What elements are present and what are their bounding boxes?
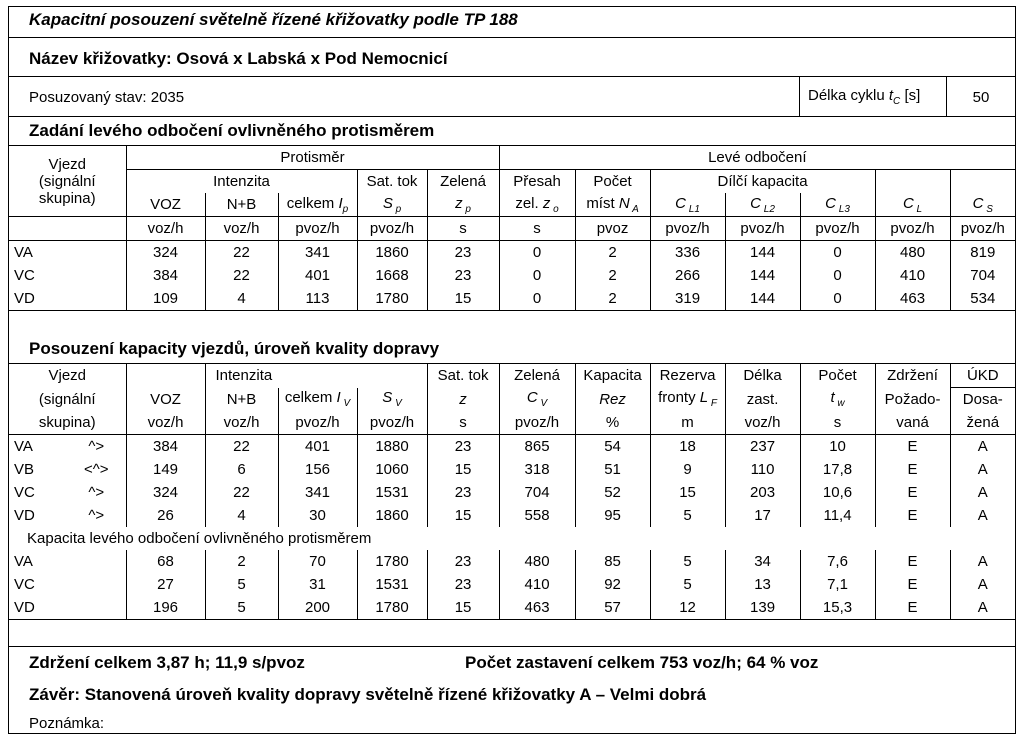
data-cell: 6 bbox=[205, 458, 278, 481]
protismer-header: Protisměr bbox=[126, 146, 499, 170]
data-cell: 384 bbox=[126, 435, 205, 459]
unit-cell: pvoz bbox=[575, 217, 650, 241]
unit-cell: voz/h bbox=[725, 411, 800, 435]
cycle-length-label: Délka cyklu $t_C$ [s] bbox=[799, 77, 947, 116]
data-cell: 51 bbox=[575, 458, 650, 481]
zel-zo-header: zel. z $_o$ bbox=[499, 193, 575, 217]
unit-cell: pvoz/h bbox=[357, 217, 427, 241]
data-cell: A bbox=[950, 481, 1015, 504]
total-stops: Počet zastavení celkem 753 voz/h; 64 % voz bbox=[465, 653, 819, 672]
data-cell: E bbox=[875, 458, 950, 481]
vjezd-cell: VA bbox=[14, 244, 33, 261]
state-row bbox=[9, 77, 1015, 117]
data-cell: 5 bbox=[650, 573, 725, 596]
units-row-2 bbox=[9, 411, 1015, 435]
unit-cell: s bbox=[800, 411, 875, 435]
direction-cell: ^> bbox=[88, 484, 105, 501]
table-row bbox=[9, 435, 1015, 459]
table-row bbox=[9, 504, 1015, 527]
unit-cell: s bbox=[427, 411, 499, 435]
dosazena-header-2: žená bbox=[950, 411, 1015, 435]
section-capacity-assessment: Posouzení kapacity vjezdů, úroveň kvality dopravy bbox=[29, 339, 440, 358]
section-left-turn-input: Zadání levého odbočení ovlivněného protisměrem bbox=[29, 121, 435, 140]
data-cell: 22 bbox=[205, 264, 278, 287]
data-cell: 23 bbox=[427, 550, 499, 573]
data-cell: 17 bbox=[725, 504, 800, 527]
intenzita-header: Intenzita bbox=[126, 170, 357, 194]
leve-odboceni-header: Levé odbočení bbox=[499, 146, 1015, 170]
subcaption-row bbox=[9, 527, 1015, 550]
unit-cell: s bbox=[499, 217, 575, 241]
direction-cell: ^> bbox=[88, 507, 105, 524]
vjezd2-header-2: (signální bbox=[38, 390, 96, 408]
data-cell: 144 bbox=[725, 241, 800, 265]
vjezd-cell: VC bbox=[14, 484, 35, 501]
sp-header: S $_p$ bbox=[357, 193, 427, 217]
data-cell: E bbox=[875, 435, 950, 459]
data-cell: 156 bbox=[278, 458, 357, 481]
cl1-header: C $_{L1}$ bbox=[650, 193, 725, 217]
tw-header: t $_w$ bbox=[800, 388, 875, 412]
data-cell: E bbox=[875, 596, 950, 620]
data-cell: 5 bbox=[205, 596, 278, 620]
unit-cell: pvoz/h bbox=[950, 217, 1015, 241]
data-cell: 23 bbox=[427, 264, 499, 287]
sat-tok-header: Sat. tok bbox=[357, 170, 427, 194]
data-cell: 5 bbox=[650, 504, 725, 527]
data-cell: 22 bbox=[205, 241, 278, 265]
data-cell: 2 bbox=[575, 264, 650, 287]
data-cell: 480 bbox=[499, 550, 575, 573]
sv-header: S $_V$ bbox=[357, 388, 427, 412]
data-cell: 1780 bbox=[357, 550, 427, 573]
vjezd-cell: VD bbox=[9, 287, 126, 311]
data-cell: 324 bbox=[126, 481, 205, 504]
unit-cell: pvoz/h bbox=[278, 217, 357, 241]
data-cell: 0 bbox=[499, 287, 575, 311]
vjezd2-header-1: Vjezd bbox=[48, 367, 87, 385]
data-cell: 7,1 bbox=[800, 573, 875, 596]
data-cell: A bbox=[950, 435, 1015, 459]
data-cell: A bbox=[950, 458, 1015, 481]
unit-cell: pvoz/h bbox=[725, 217, 800, 241]
cl2-header: C $_{L2}$ bbox=[725, 193, 800, 217]
data-cell: E bbox=[875, 481, 950, 504]
data-cell: 704 bbox=[499, 481, 575, 504]
table-row bbox=[9, 550, 1015, 573]
data-cell: 200 bbox=[278, 596, 357, 620]
data-cell: 401 bbox=[278, 435, 357, 459]
voz-header: VOZ bbox=[126, 193, 205, 217]
data-cell: 23 bbox=[427, 435, 499, 459]
data-cell: 865 bbox=[499, 435, 575, 459]
pozadovana-header-2: vaná bbox=[875, 411, 950, 435]
data-cell: 5 bbox=[650, 550, 725, 573]
dilci-kapacita-header: Dílčí kapacita bbox=[650, 170, 875, 194]
data-cell: 1060 bbox=[357, 458, 427, 481]
unit-cell: pvoz/h bbox=[357, 411, 427, 435]
data-cell: A bbox=[950, 596, 1015, 620]
vjezd-cell: VC bbox=[14, 576, 35, 593]
vjezd2-header-3: skupina) bbox=[9, 411, 126, 435]
data-cell: 196 bbox=[126, 596, 205, 620]
data-cell: A bbox=[950, 573, 1015, 596]
total-delay: Zdržení celkem 3,87 h; 11,9 s/pvoz bbox=[29, 653, 305, 672]
data-cell: 17,8 bbox=[800, 458, 875, 481]
data-cell: 2 bbox=[575, 287, 650, 311]
data-cell: 110 bbox=[725, 458, 800, 481]
data-cell: 341 bbox=[278, 481, 357, 504]
data-cell: 15 bbox=[427, 596, 499, 620]
sat-tok2-header: Sat. tok bbox=[427, 364, 499, 388]
zast-header: zast. bbox=[725, 388, 800, 412]
vjezd-cell: VB bbox=[14, 461, 35, 478]
dosazena-header-1: Dosa- bbox=[950, 388, 1015, 412]
kapacita-header: Kapacita bbox=[575, 364, 650, 388]
data-cell: A bbox=[950, 550, 1015, 573]
unit-cell: voz/h bbox=[205, 217, 278, 241]
pocet-header: Počet bbox=[575, 170, 650, 194]
vjezd-cell: VD bbox=[9, 596, 67, 620]
data-cell: 22 bbox=[205, 481, 278, 504]
data-cell: E bbox=[875, 573, 950, 596]
vjezd-cell: VA bbox=[14, 438, 33, 455]
data-cell: 15 bbox=[427, 504, 499, 527]
data-cell: 1531 bbox=[357, 573, 427, 596]
data-cell: 0 bbox=[800, 241, 875, 265]
unit-cell: pvoz/h bbox=[800, 217, 875, 241]
data-cell: 144 bbox=[725, 287, 800, 311]
data-cell: 23 bbox=[427, 481, 499, 504]
data-cell: 12 bbox=[650, 596, 725, 620]
data-cell: 54 bbox=[575, 435, 650, 459]
table-row bbox=[9, 481, 1015, 504]
data-cell: 139 bbox=[725, 596, 800, 620]
data-cell: 1860 bbox=[357, 504, 427, 527]
presah-header: Přesah bbox=[499, 170, 575, 194]
z-header: z bbox=[427, 388, 499, 412]
data-cell: 95 bbox=[575, 504, 650, 527]
cl-header: C $_L$ bbox=[875, 193, 950, 217]
left-turn-input-table bbox=[9, 145, 1015, 311]
delka-header: Délka bbox=[725, 364, 800, 388]
unit-cell: m bbox=[650, 411, 725, 435]
data-cell: A bbox=[950, 504, 1015, 527]
data-cell: 384 bbox=[126, 264, 205, 287]
data-cell: 237 bbox=[725, 435, 800, 459]
celkem-ip-header: celkem $I_p$ bbox=[278, 193, 357, 217]
data-cell: 203 bbox=[725, 481, 800, 504]
unit-cell: voz/h bbox=[126, 217, 205, 241]
ukd-header: ÚKD bbox=[950, 364, 1015, 388]
data-cell: 23 bbox=[427, 573, 499, 596]
data-cell: 15 bbox=[650, 481, 725, 504]
data-cell: 27 bbox=[126, 573, 205, 596]
data-cell: 57 bbox=[575, 596, 650, 620]
data-cell: 819 bbox=[950, 241, 1015, 265]
data-cell: 10,6 bbox=[800, 481, 875, 504]
rezerva-header: Rezerva bbox=[650, 364, 725, 388]
data-cell: 463 bbox=[499, 596, 575, 620]
unit-cell: pvoz/h bbox=[875, 217, 950, 241]
data-cell: 15 bbox=[427, 287, 499, 311]
data-cell: 4 bbox=[205, 287, 278, 311]
data-cell: E bbox=[875, 550, 950, 573]
data-cell: 0 bbox=[800, 287, 875, 311]
data-cell: 11,4 bbox=[800, 504, 875, 527]
data-cell: 22 bbox=[205, 435, 278, 459]
data-cell: 15 bbox=[427, 458, 499, 481]
data-cell: E bbox=[875, 504, 950, 527]
table-row bbox=[9, 573, 1015, 596]
vjezd-header: Vjezd (signální skupina) bbox=[9, 146, 126, 217]
data-cell: 0 bbox=[800, 264, 875, 287]
intersection-name: Název křižovatky: Osová x Labská x Pod Nemocnicí bbox=[9, 38, 1015, 77]
voz2-header: VOZ bbox=[126, 388, 205, 412]
rez-header: Rez bbox=[575, 388, 650, 412]
data-cell: 4 bbox=[205, 504, 278, 527]
data-cell: 7,6 bbox=[800, 550, 875, 573]
data-cell: 70 bbox=[278, 550, 357, 573]
cv-header: C $_V$ bbox=[499, 388, 575, 412]
data-cell: 5 bbox=[205, 573, 278, 596]
direction-cell: ^> bbox=[88, 438, 105, 455]
cs-header: C $_S$ bbox=[950, 193, 1015, 217]
data-cell: 2 bbox=[575, 241, 650, 265]
data-cell: 1531 bbox=[357, 481, 427, 504]
direction-cell bbox=[67, 596, 126, 620]
data-cell: 113 bbox=[278, 287, 357, 311]
direction-cell: <^> bbox=[83, 461, 109, 478]
data-cell: 13 bbox=[725, 573, 800, 596]
data-cell: 324 bbox=[126, 241, 205, 265]
capacity-assessment-table bbox=[9, 363, 1015, 620]
data-cell: 704 bbox=[950, 264, 1015, 287]
data-cell: 1780 bbox=[357, 596, 427, 620]
data-cell: 534 bbox=[950, 287, 1015, 311]
data-cell: 1780 bbox=[357, 287, 427, 311]
data-cell: 1668 bbox=[357, 264, 427, 287]
data-cell: 10 bbox=[800, 435, 875, 459]
cycle-length-value: 50 bbox=[972, 89, 990, 106]
data-cell: 9 bbox=[650, 458, 725, 481]
data-cell: 149 bbox=[126, 458, 205, 481]
vjezd-cell: VA bbox=[14, 553, 33, 570]
data-cell: 23 bbox=[427, 241, 499, 265]
table-row bbox=[9, 264, 1015, 287]
data-cell: 109 bbox=[126, 287, 205, 311]
data-cell: 410 bbox=[875, 264, 950, 287]
data-cell: 34 bbox=[725, 550, 800, 573]
celkem-iv-header: celkem I $_V$ bbox=[278, 388, 357, 412]
data-cell: 341 bbox=[278, 241, 357, 265]
nb2-header: N+B bbox=[205, 388, 278, 412]
data-cell: 2 bbox=[205, 550, 278, 573]
data-cell: 318 bbox=[499, 458, 575, 481]
unit-cell: voz/h bbox=[126, 411, 205, 435]
data-cell: 30 bbox=[278, 504, 357, 527]
fronty-lf-header: fronty L $_F$ bbox=[650, 388, 725, 412]
data-cell: 52 bbox=[575, 481, 650, 504]
left-turn-subcaption: Kapacita levého odbočení ovlivněného protisměrem bbox=[27, 530, 372, 547]
divider bbox=[9, 646, 1015, 647]
unit-cell: voz/h bbox=[205, 411, 278, 435]
cl3-header: C $_{L3}$ bbox=[800, 193, 875, 217]
zp-header: z $_p$ bbox=[427, 193, 499, 217]
conclusion: Závěr: Stanovená úroveň kvality dopravy světelně řízené křižovatky A – Velmi dobrá bbox=[29, 685, 707, 704]
table-row bbox=[9, 458, 1015, 481]
note-label: Poznámka: bbox=[29, 715, 105, 732]
zelena-header: Zelená bbox=[427, 170, 499, 194]
data-cell: 1880 bbox=[357, 435, 427, 459]
data-cell: 480 bbox=[875, 241, 950, 265]
vjezd-cell: VC bbox=[14, 267, 35, 284]
zelena2-header: Zelená bbox=[499, 364, 575, 388]
report-frame bbox=[8, 6, 1016, 734]
table-row bbox=[9, 287, 1015, 311]
nb-header: N+B bbox=[205, 193, 278, 217]
data-cell: 92 bbox=[575, 573, 650, 596]
intenzita2-header: Intenzita bbox=[205, 364, 427, 388]
report-title: Kapacitní posouzení světelně řízené křižovatky podle TP 188 bbox=[9, 7, 1015, 38]
data-cell: 410 bbox=[499, 573, 575, 596]
unit-cell: pvoz/h bbox=[499, 411, 575, 435]
unit-cell: pvoz/h bbox=[650, 217, 725, 241]
vjezd-cell: VD bbox=[14, 507, 35, 524]
data-cell: 85 bbox=[575, 550, 650, 573]
data-cell: 1860 bbox=[357, 241, 427, 265]
data-cell: 558 bbox=[499, 504, 575, 527]
data-cell: 0 bbox=[499, 264, 575, 287]
direction-cell bbox=[67, 573, 126, 596]
mist-na-header: míst N $_A$ bbox=[575, 193, 650, 217]
unit-cell: s bbox=[427, 217, 499, 241]
unit-cell: pvoz/h bbox=[278, 411, 357, 435]
data-cell: 68 bbox=[126, 550, 205, 573]
pozadovana-header-1: Požado- bbox=[875, 388, 950, 412]
table-row bbox=[9, 596, 1015, 620]
data-cell: 144 bbox=[725, 264, 800, 287]
data-cell: 26 bbox=[126, 504, 205, 527]
unit-cell: % bbox=[575, 411, 650, 435]
data-cell: 401 bbox=[278, 264, 357, 287]
direction-cell bbox=[67, 550, 126, 573]
table-row bbox=[9, 241, 1015, 265]
data-cell: 336 bbox=[650, 241, 725, 265]
zdrzeni-header: Zdržení bbox=[875, 364, 950, 388]
data-cell: 266 bbox=[650, 264, 725, 287]
data-cell: 18 bbox=[650, 435, 725, 459]
data-cell: 319 bbox=[650, 287, 725, 311]
data-cell: 15,3 bbox=[800, 596, 875, 620]
units-row bbox=[9, 217, 1015, 241]
data-cell: 0 bbox=[499, 241, 575, 265]
pocet2-header: Počet bbox=[800, 364, 875, 388]
assessed-state: Posuzovaný stav: 2035 bbox=[29, 89, 185, 106]
data-cell: 463 bbox=[875, 287, 950, 311]
data-cell: 31 bbox=[278, 573, 357, 596]
